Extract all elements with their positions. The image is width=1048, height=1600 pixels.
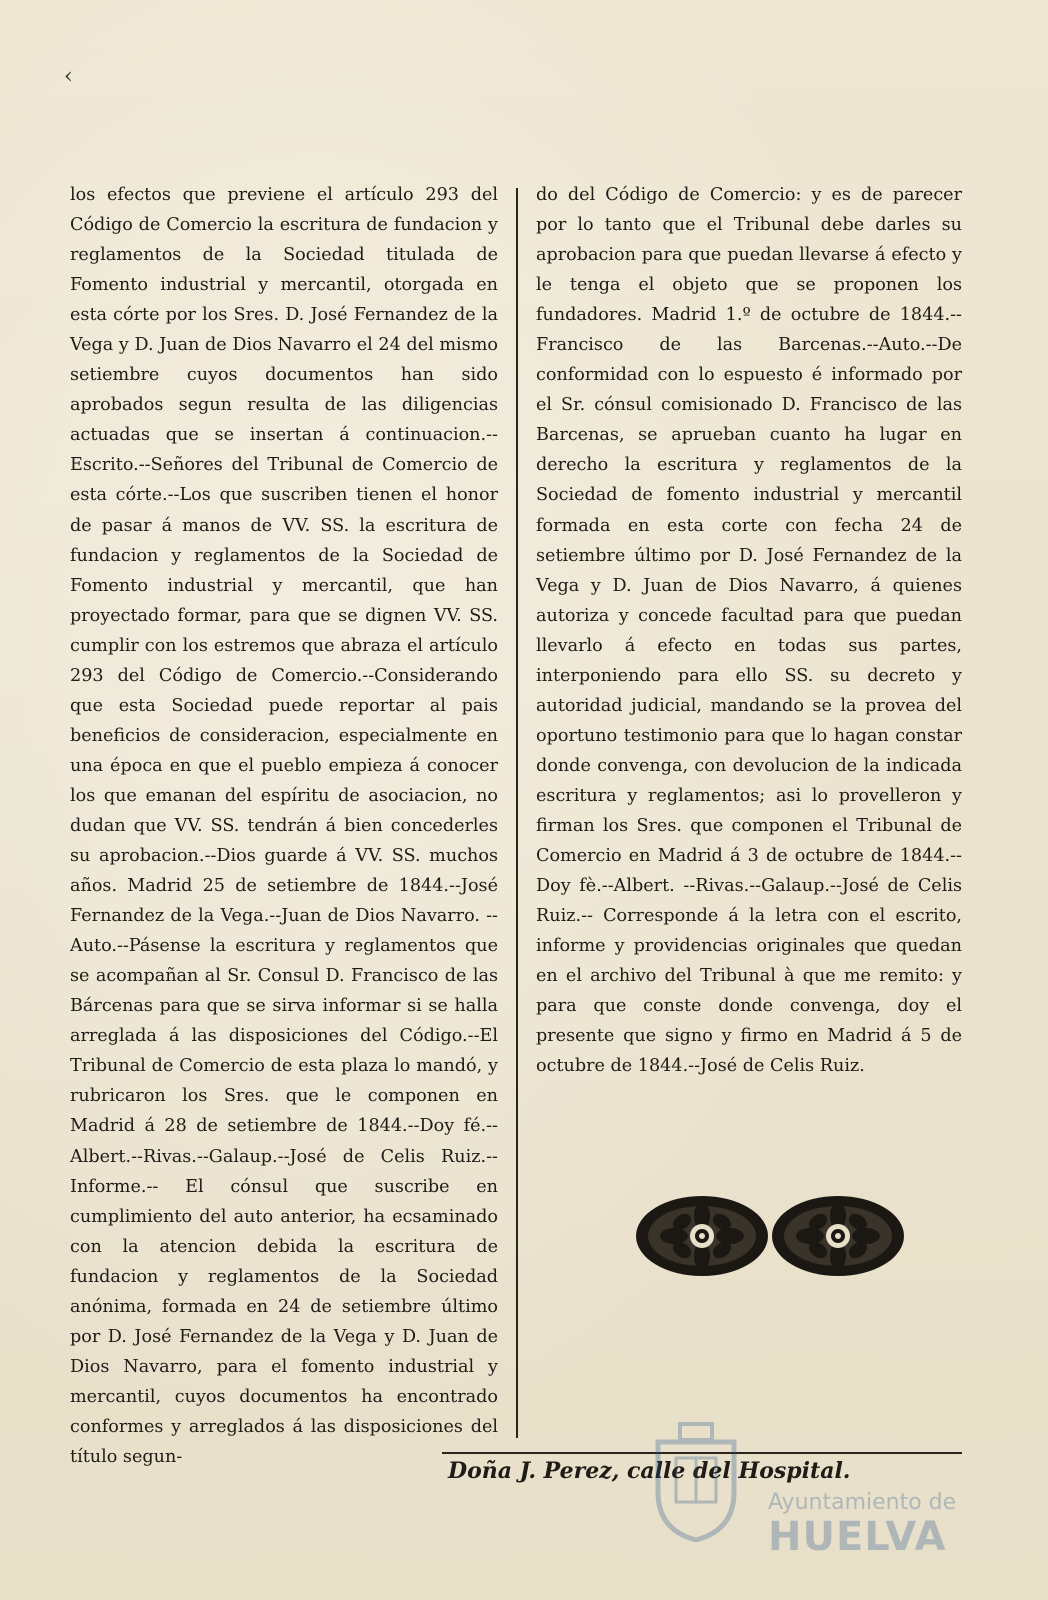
watermark-line2: HUELVA [768, 1514, 947, 1560]
watermark-line1: Ayuntamiento de [768, 1490, 957, 1515]
printer-imprint: Doña J. Perez, calle del Hospital. [448, 1458, 851, 1484]
left-column [70, 180, 498, 1472]
floral-ornament [632, 1190, 912, 1282]
ayuntamiento-watermark [650, 1392, 970, 1560]
left-column-text: los efectos que previene el artículo 293 del Código de Comercio la escritura de fundacion y reglamentos de la Sociedad titulada de Fomento industrial y mercantil, otorgada en esta córte por los Sres. D. José Fernandez de la Vega y D. Juan de Dios Navarro el 24 del mismo setiembre cuyos documentos han sido aprobados segun resulta de las diligencias actuadas que se insertan á continuacion.--Escrito.--Señores del Tribunal de Comercio de esta córte.--Los que suscriben tienen el honor de pasar á manos de VV. SS. la escritura de fundacion y reglamentos de la Sociedad de Fomento industrial y mercantil, que han proyectado formar, para que se dignen VV. SS. cumplir con los estremos que abraza el artículo 293 del Código de Comercio.--Considerando que esta Sociedad puede reportar al pais beneficios de consideracion, especialmente en una época en que el pueblo empieza á conocer los que emanan del espíritu de asociacion, no dudan que VV. SS. tendrán á bien concederles su aprobacion.--Dios guarde á VV. SS. muchos años. Madrid 25 de setiembre de 1844.--José Fernandez de la Vega.--Juan de Dios Navarro. --Auto.--Pásense la escritura y reglamentos que se acompañan al Sr. Consul D. Francisco de las Bárcenas para que se sirva informar si se halla arreglada á las disposiciones del Código.--El Tribunal de Comercio de esta plaza lo mandó, y rubricaron los Sres. que le componen en Madrid á 28 de setiembre de 1844.--Doy fé.--Albert.--Rivas.--Galaup.--José de Celis Ruiz.--Informe.-- El cónsul que suscribe en cumplimiento del auto anterior, ha ecsaminado con la atencion debida la escritura de fundacion y reglamentos de la Sociedad anónima, formada en 24 de setiembre último por D. José Fernandez de la Vega y D. Juan de Dios Navarro, para el fomento industrial y mercantil, cuyos documentos ha encontrado conformes y arreglados á las disposiciones del título segun- [70, 185, 498, 1467]
ornament-right-rosette [772, 1196, 904, 1276]
right-column-text: do del Código de Comercio: y es de parecer por lo tanto que el Tribunal debe darles su aprobacion para que puedan llevarse á efecto y le tenga el objeto que se proponen los fundadores. Madrid 1.º de octubre de 1844.-- Francisco de las Barcenas.--Auto.--De conformidad con lo espuesto é informado por el Sr. cónsul comisionado D. Francisco de las Barcenas, se aprueban cuanto ha lugar en derecho la escritura y reglamentos de la Sociedad de fomento industrial y mercantil formada en esta corte con fecha 24 de setiembre último por D. José Fernandez de la Vega y D. Juan de Dios Navarro, á quienes autoriza y concede facultad para que puedan llevarlo á efecto en todas sus partes, interponiendo para ello SS. su decreto y autoridad judicial, mandando se la provea del oportuno testimonio para que lo hagan constar donde convenga, con devolucion de la indicada escritura y reglamentos; asi lo provelleron y firman los Sres. que componen el Tribunal de Comercio en Madrid á 3 de octubre de 1844.--Doy fè.--Albert. --Rivas.--Galaup.--José de Celis Ruiz.-- Corresponde á la letra con el escrito, informe y providencias originales que quedan en el archivo del Tribunal à que me remito: y para que conste donde convenga, doy el presente que signo y firmo en Madrid á 5 de octubre de 1844.--José de Celis Ruiz. [536, 185, 962, 1077]
right-column [536, 180, 962, 1081]
page-mark: ‹ [64, 64, 73, 89]
ornament-left-rosette [636, 1196, 768, 1276]
coat-of-arms-icon [650, 1422, 742, 1542]
column-divider [516, 188, 518, 1438]
